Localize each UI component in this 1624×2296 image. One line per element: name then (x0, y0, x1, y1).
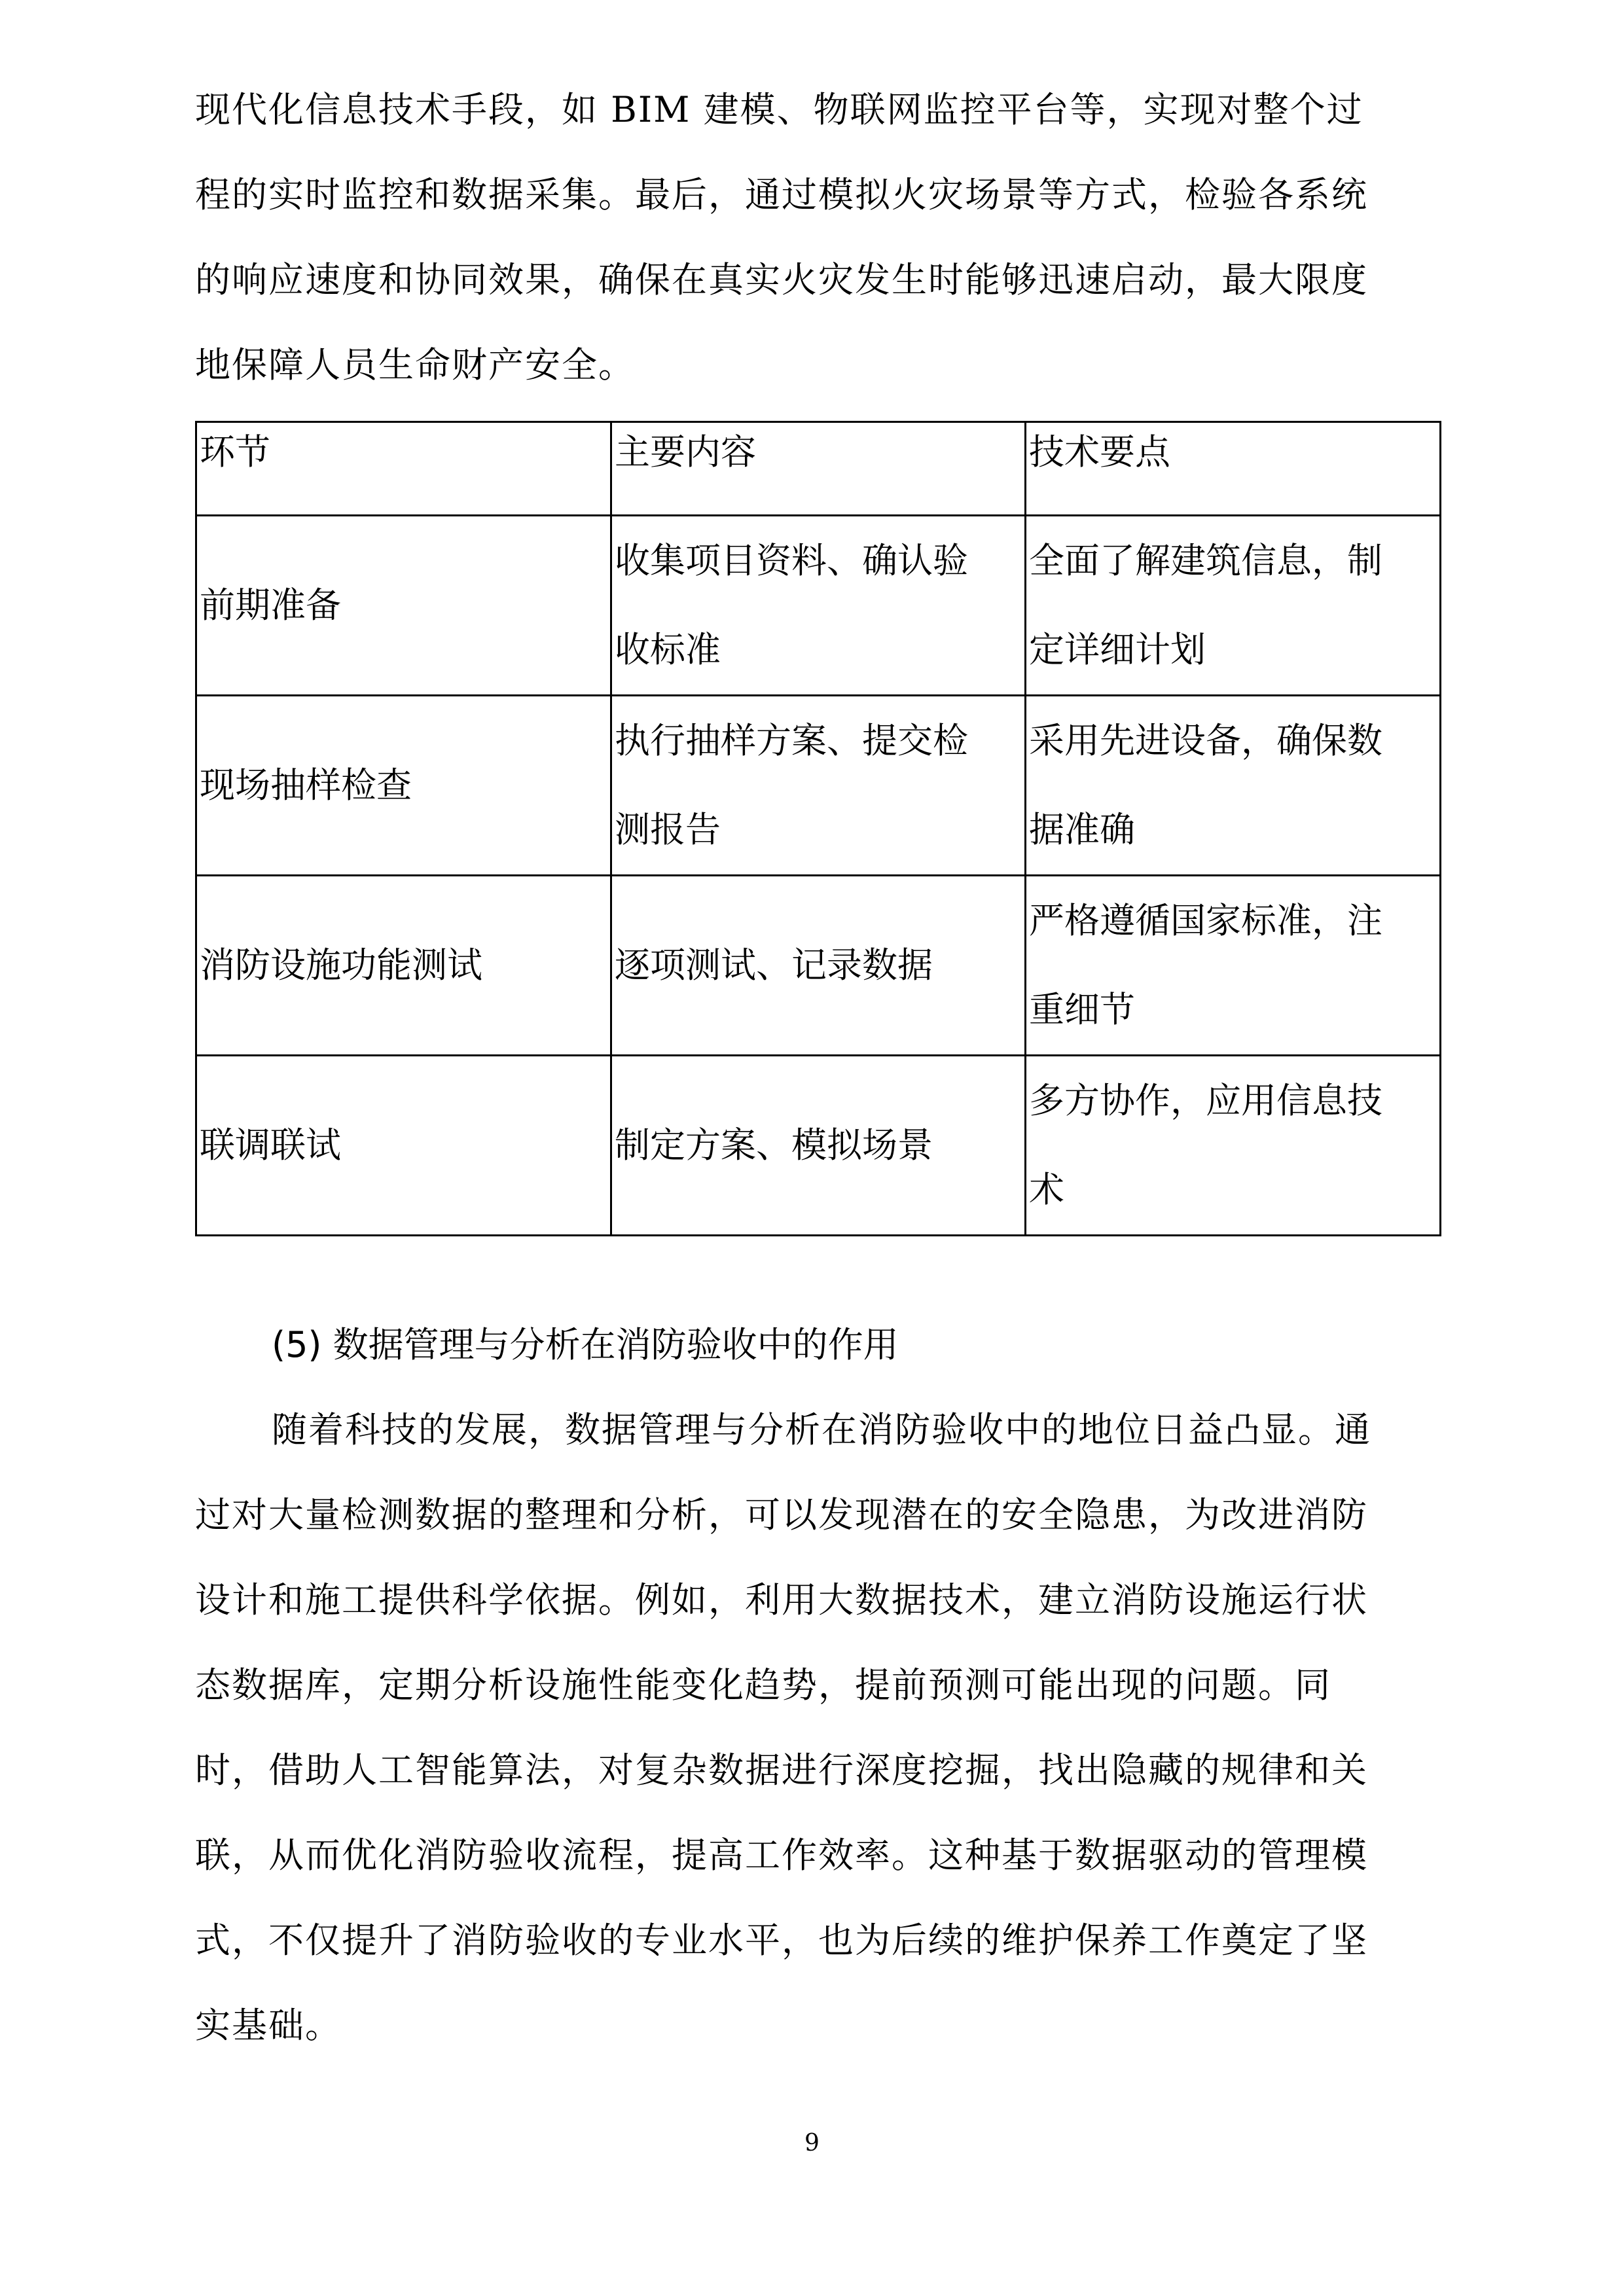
intro-line: 地保障人员生命财产安全。 (195, 344, 635, 386)
table-row (196, 696, 1441, 876)
table-cell-stage: 前期准备 (196, 516, 611, 696)
table-cell-key-points (1026, 876, 1441, 1056)
cell-line: 收标准 (615, 629, 721, 670)
table-row (196, 876, 1441, 1056)
cell-line: 严格遵循国家标准，注 (1029, 900, 1382, 941)
table-cell-content: 逐项测试、记录数据 (611, 876, 1026, 1056)
table-row (196, 516, 1441, 696)
table-cell-content (611, 516, 1026, 696)
table-header-cell: 技术要点 (1026, 422, 1441, 516)
section-heading: (5) 数据管理与分析在消防验收中的作用 (272, 1324, 899, 1365)
cell-line: 术 (1029, 1169, 1064, 1210)
cell-line: 全面了解建筑信息，制 (1029, 540, 1382, 581)
cell-line: 定详细计划 (1029, 629, 1206, 670)
cell-line: 收集项目资料、确认验 (615, 540, 968, 581)
table-cell-content: 制定方案、模拟场景 (611, 1056, 1026, 1236)
table-cell-content (611, 696, 1026, 876)
body-line: 设计和施工提供科学依据。例如，利用大数据技术，建立消防设施运行状 (195, 1579, 1368, 1621)
table-cell-stage: 联调联试 (196, 1056, 611, 1236)
cell-line: 多方协作，应用信息技 (1029, 1080, 1382, 1121)
page-number: 9 (804, 2130, 820, 2157)
cell-line: 重细节 (1029, 989, 1135, 1030)
body-line: 联，从而优化消防验收流程，提高工作效率。这种基于数据驱动的管理模 (195, 1835, 1368, 1876)
table-row (196, 1056, 1441, 1236)
table-cell-key-points (1026, 696, 1441, 876)
body-line: 时，借助人工智能算法，对复杂数据进行深度挖掘，找出隐藏的规律和关 (195, 1749, 1368, 1791)
body-line: 实基础。 (195, 2005, 342, 2046)
table-header-cell: 环节 (196, 422, 611, 516)
intro-line: 程的实时监控和数据采集。最后，通过模拟火灾场景等方式，检验各系统 (195, 174, 1368, 215)
table-header-row (196, 422, 1441, 516)
body-line: 态数据库，定期分析设施性能变化趋势，提前预测可能出现的问题。同 (195, 1664, 1331, 1706)
cell-line: 执行抽样方案、提交检 (615, 720, 968, 761)
table-cell-key-points (1026, 516, 1441, 696)
acceptance-stage-table (195, 421, 1441, 1236)
table-header-cell: 主要内容 (611, 422, 1026, 516)
cell-line: 据准确 (1029, 809, 1135, 850)
intro-line: 现代化信息技术手段，如 BIM 建模、物联网监控平台等，实现对整个过 (195, 89, 1363, 130)
body-line: 式，不仅提升了消防验收的专业水平，也为后续的维护保养工作奠定了坚 (195, 1920, 1368, 1961)
cell-line: 采用先进设备，确保数 (1029, 720, 1382, 761)
table-cell-stage: 现场抽样检查 (196, 696, 611, 876)
body-line: 过对大量检测数据的整理和分析，可以发现潜在的安全隐患，为改进消防 (195, 1494, 1368, 1535)
cell-line: 测报告 (615, 809, 721, 850)
intro-line: 的响应速度和协同效果，确保在真实火灾发生时能够迅速启动，最大限度 (195, 259, 1368, 300)
table-cell-key-points (1026, 1056, 1441, 1236)
body-line: 随着科技的发展，数据管理与分析在消防验收中的地位日益凸显。通 (272, 1409, 1371, 1450)
table-cell-stage: 消防设施功能测试 (196, 876, 611, 1056)
